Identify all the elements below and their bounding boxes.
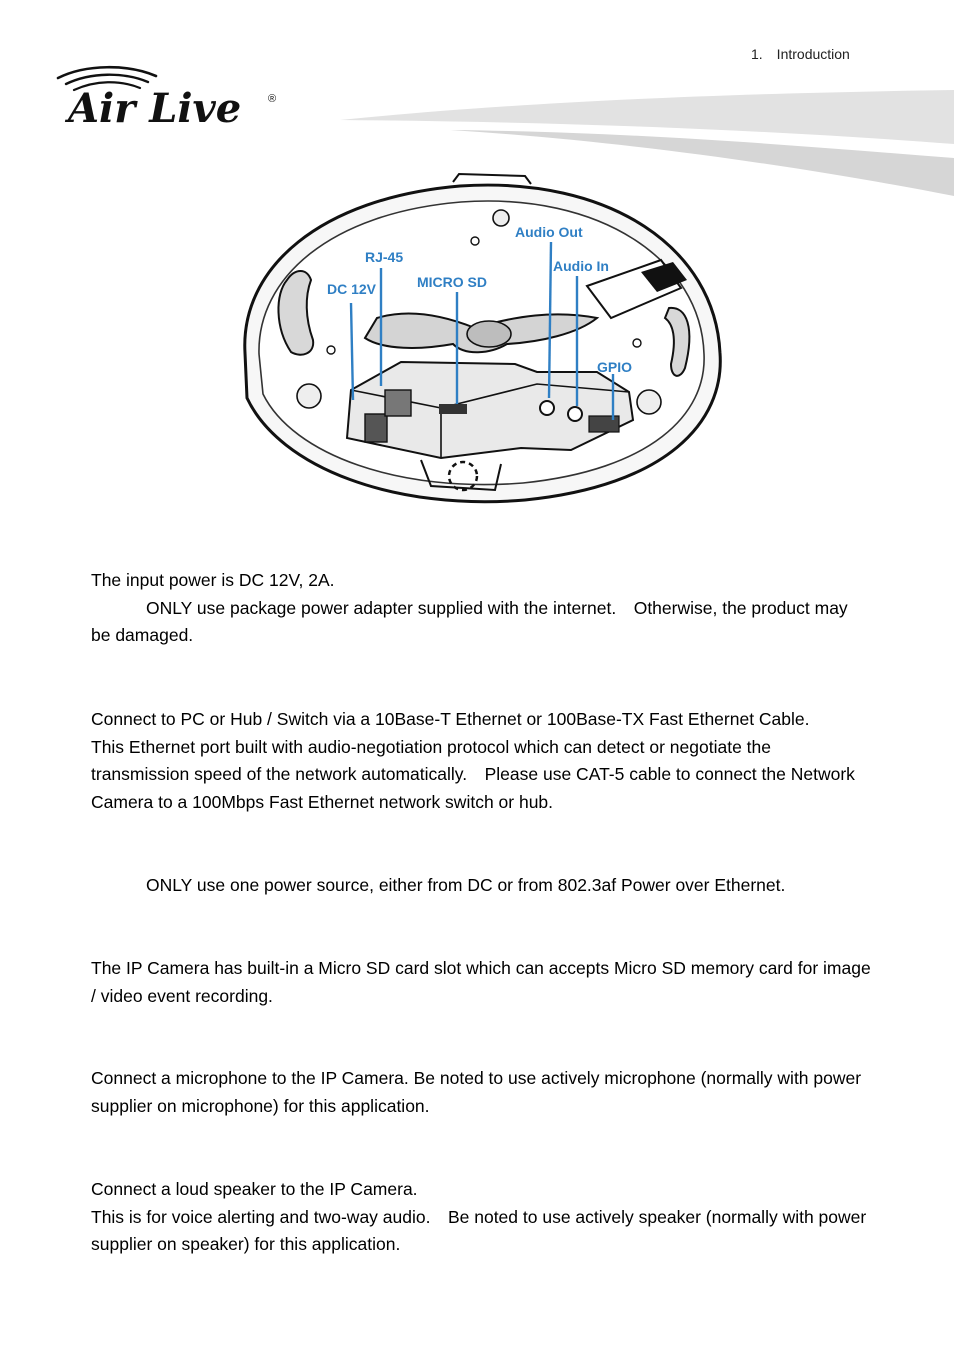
airlive-logo <box>56 62 286 128</box>
callout-rj45: RJ-45 <box>365 249 404 265</box>
callout-gpio: GPIO <box>597 359 633 375</box>
ethernet-connect-text: Connect to PC or Hub / Switch via a 10Base-T Ethernet or 100Base-TX Fast Ethernet Cable. <box>91 709 810 729</box>
audio-out-description <box>91 1176 871 1259</box>
section-label: 1. Introduction <box>751 46 850 62</box>
power-note: ONLY use package power adapter supplied with the internet. Otherwise, the product may be damaged. <box>91 597 848 646</box>
ethernet-description <box>91 706 871 817</box>
ethernet-power-note <box>91 872 871 900</box>
microsd-text: The IP Camera has built-in a Micro SD card slot which can accepts Micro SD memory card for image / video event recording. <box>91 958 871 1006</box>
power-description <box>91 567 871 650</box>
callout-dc-12v: DC 12V <box>327 281 377 297</box>
audio-in-description <box>91 1065 871 1120</box>
audio-out-usage-text: This is for voice alerting and two-way audio. Be noted to use actively speaker (normally with power supplier on speaker) for this application. <box>91 1206 867 1255</box>
ethernet-note-text: ONLY use one power source, either from DC or from 802.3af Power over Ethernet. <box>146 875 786 895</box>
callout-audio-in: Audio In <box>553 258 609 274</box>
callout-micro-sd: MICRO SD <box>417 274 487 290</box>
logo-wordmark: Air Live <box>68 85 242 128</box>
ethernet-negotiation-text: This Ethernet port built with audio-negotiation protocol which can detect or negotiate the transmission speed of the network automatically. Please use CAT-5 cable to connect the Network Camera to a 100Mbps Fast Ethernet network switch or hub. <box>91 736 855 813</box>
callout-audio-out: Audio Out <box>515 224 583 240</box>
camera-base-diagram <box>225 168 730 513</box>
power-line: The input power is DC 12V, 2A. <box>91 570 335 590</box>
registered-mark: ® <box>268 93 277 105</box>
audio-out-connect-text: Connect a loud speaker to the IP Camera. <box>91 1179 418 1199</box>
microsd-description <box>91 955 871 1010</box>
audio-in-text: Connect a microphone to the IP Camera. Be noted to use actively microphone (normally with power supplier on microphone) for this application. <box>91 1068 862 1116</box>
